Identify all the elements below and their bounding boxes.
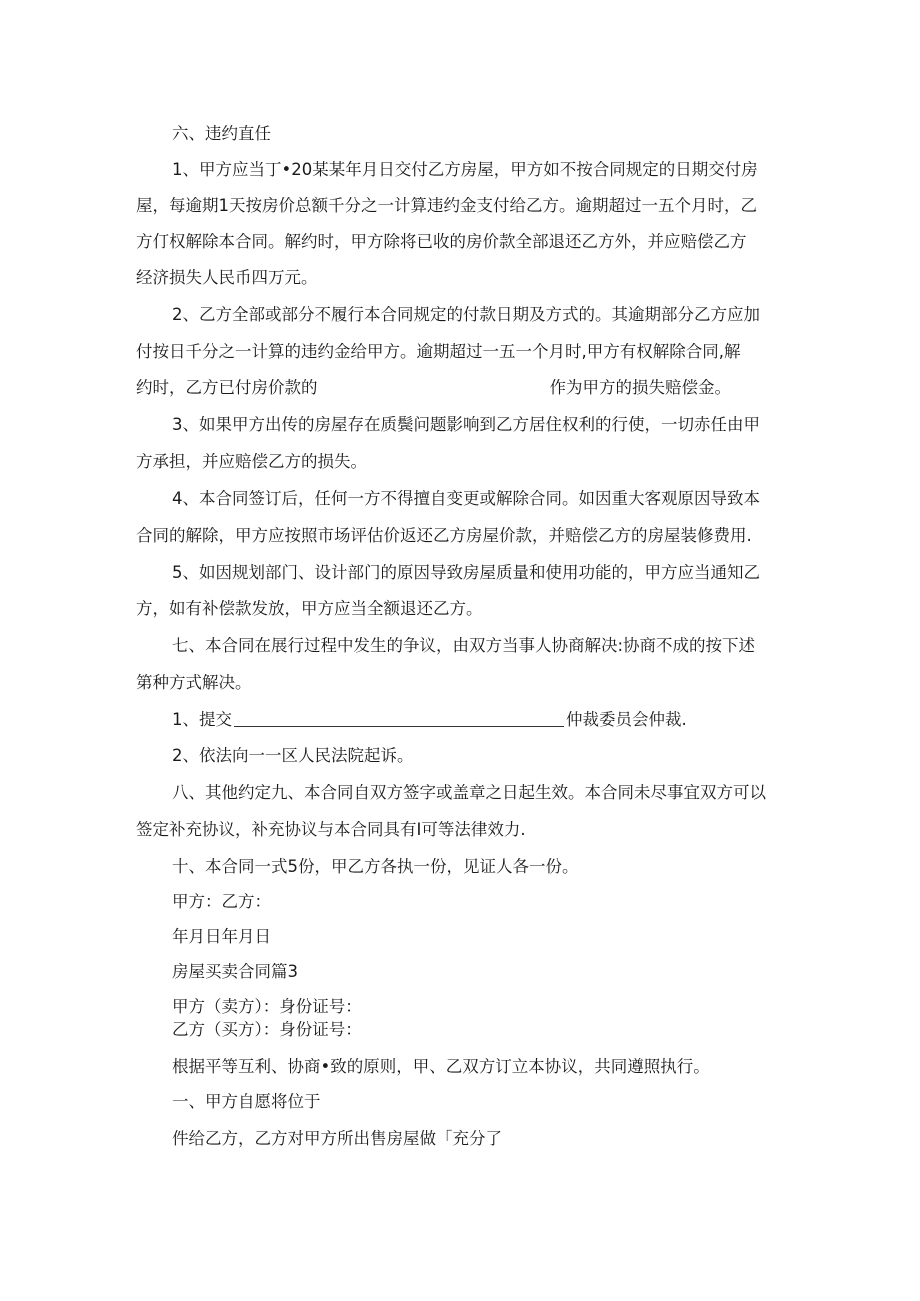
paragraph-line: 八、其他约定九、本合同自双方签字或盖章之日起生效。本合同未尽事宜双方可以 bbox=[172, 783, 766, 802]
signature-dates: 年月日年月日 bbox=[172, 927, 271, 946]
paragraph-line: 经济损失人民币四万元。 bbox=[136, 268, 318, 287]
paragraph-line: 方承担，并应赔偿乙方的损失。 bbox=[136, 452, 367, 471]
paragraph-line: 方仃权解除本合同。解约时，甲方除将已收的房价款全部退还乙方外，并应赔偿乙方 bbox=[136, 232, 747, 251]
text-segment: 作为甲方的损失赔偿金。 bbox=[549, 378, 731, 397]
section-6-heading: 六、违约直任 bbox=[172, 124, 271, 143]
paragraph-line: 合同的解除，甲方应按照市场评估价返还乙方房屋价款，并赔偿乙方的房屋装修费用. bbox=[136, 526, 752, 545]
paragraph-line: 方，如有补偿款发放，甲方应当全额退还乙方。 bbox=[136, 599, 483, 618]
paragraph-line: 3、如果甲方出传的房屋存在质鬓问题影响到乙方居住权利的行使，一切赤任由甲 bbox=[172, 415, 760, 434]
text-segment: 仲裁委员会仲裁. bbox=[566, 710, 687, 729]
option-line-with-blank bbox=[172, 709, 687, 731]
paragraph-line: 根据平等互利、协商•致的原则，甲、乙双方订立本协议，共同遵照执行。 bbox=[172, 1057, 710, 1076]
paragraph-line: 第种方式解决。 bbox=[136, 673, 252, 692]
paragraph-line: 付按日千分之一计算的违约金给甲方。逾期超过一五一个月时,甲方有权解除合同,解 bbox=[136, 342, 741, 361]
paragraph-line: 2、依法向一一区人民法院起诉。 bbox=[172, 746, 414, 765]
paragraph-line: 1、甲方应当丁•20某某年月日交付乙方房屋，甲方如不按合同规定的日期交付房 bbox=[172, 160, 758, 179]
paragraph-line: 2、乙方全部或部分不履行本合同规定的付款日期及方式的。其逾期部分乙方应加 bbox=[172, 305, 760, 324]
party-a-line: 甲方（卖方）：身份证号： bbox=[172, 997, 362, 1016]
paragraph-line: 一、甲方自愿将位于 bbox=[172, 1092, 321, 1111]
underline-blank bbox=[234, 710, 564, 727]
paragraph-line: 七、本合同在展行过程中发生的争议，由双方当事人协商解决:协商不成的按下述 bbox=[172, 636, 756, 655]
paragraph-line: 十、本合同一式5份，甲乙方各执一份，见证人各一份。 bbox=[172, 857, 579, 876]
contract-title: 房屋买卖合同篇3 bbox=[172, 962, 298, 981]
text-segment: 约时，乙方已付房价款的 bbox=[136, 378, 318, 397]
paragraph-line: 屋，每逾期1天按房价总额千分之一计算违约金支付给乙方。逾期超过一五个月时，乙 bbox=[136, 196, 757, 215]
paragraph-line: 4、本合同签订后，任何一方不得擅自变更或解除合同。如因重大客观原因导致本 bbox=[172, 489, 760, 508]
paragraph-line: 签定补充协议，补充协议与本合同具有I可等法律效力. bbox=[136, 820, 526, 839]
paragraph-line-with-blank bbox=[136, 377, 731, 399]
paragraph-line: 5、如因规划部门、设计部门的原因导致房屋质量和使用功能的，甲方应当通知乙 bbox=[172, 563, 760, 582]
text-segment: 1、提交 bbox=[172, 710, 232, 729]
party-b-line: 乙方（买方）：身份证号： bbox=[172, 1020, 362, 1039]
signature-parties: 甲方：乙方： bbox=[172, 892, 271, 911]
paragraph-line: 件给乙方，乙方对甲方所出售房屋做「充分了 bbox=[172, 1129, 502, 1148]
